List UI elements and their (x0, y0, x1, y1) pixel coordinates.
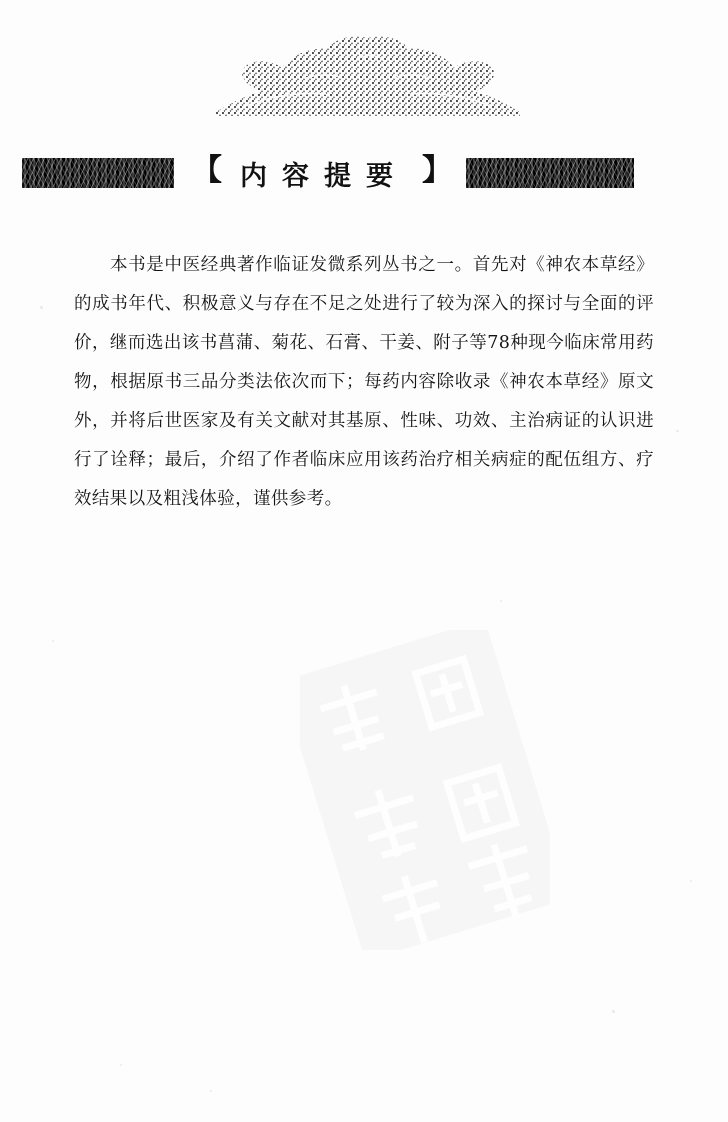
left-bracket: 【 (192, 153, 222, 188)
paper-speckle (500, 600, 502, 602)
paper-speckle (676, 430, 679, 432)
paper-speckle (52, 640, 54, 642)
section-header (0, 152, 728, 194)
content-summary-paragraph: 本书是中医经典著作临证发微系列丛书之一。首先对《神农本草经》的成书年代、积极意义与存在不足之处进行了较为深入的探讨与全面的评价，继而选出该书菖蒲、菊花、石膏、干姜、附子等78种现今临床常用药物，根据原书三品分类法依次而下；每药内容除收录《神农本草经》原文外，并将后世医家及有关文献对其基原、性味、功效、主治病证的认识进行了诠释；最后，介绍了作者临床应用该药治疗相关病症的配伍组方、疗效结果以及粗浅体验，谨供参考。 (74, 255, 654, 509)
dragon-woodcut-ornament-icon (186, 34, 546, 116)
page-title: 内容提要 (240, 160, 408, 192)
header-band-left (22, 158, 174, 188)
seal-watermark (300, 630, 550, 950)
section-title-block (192, 154, 452, 193)
header-band-right (466, 158, 634, 188)
paper-speckle (120, 1064, 122, 1066)
paper-speckle (690, 880, 692, 882)
paper-speckle (612, 1010, 615, 1013)
paper-speckle (40, 306, 43, 309)
right-bracket: 】 (422, 153, 452, 188)
paper-speckle (210, 1090, 212, 1092)
